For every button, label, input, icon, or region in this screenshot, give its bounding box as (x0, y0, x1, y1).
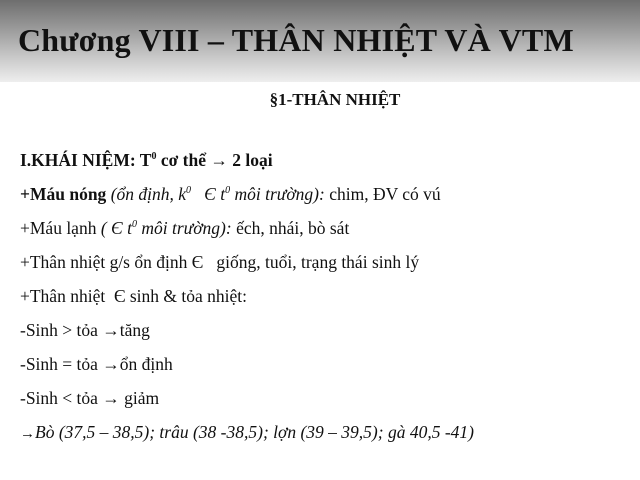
warm-italic-2: Є t (191, 184, 226, 204)
body-line-4: -Sinh = tỏa →ổn định (20, 354, 173, 374)
concept-line (20, 150, 273, 171)
cold-italic-2: môi trường): (136, 218, 232, 238)
warm-rest: chim, ĐV có vú (324, 184, 441, 204)
slide-title: Chương VIII – THÂN NHIỆT VÀ VTM (18, 22, 574, 58)
examples-line (20, 422, 474, 443)
concept-label: I.KHÁI NIỆM: T (20, 150, 152, 170)
cold-sup-1: 0 (131, 219, 137, 230)
section-heading: §1-THÂN NHIỆT (269, 90, 401, 109)
cold-blood-line (20, 218, 349, 239)
warm-sup-2: 0 (225, 185, 231, 196)
warm-blood-line (20, 184, 441, 205)
concept-rest: cơ thể → 2 loại (156, 150, 273, 170)
body-line-1: +Thân nhiệt g/s ổn định Є giống, tuổi, trạng thái sinh lý (20, 252, 420, 272)
warm-italic-3: môi trường): (230, 184, 325, 204)
cold-italic-1: ( Є t (96, 218, 132, 238)
cold-label: +Máu lạnh (20, 218, 97, 238)
body-line-5: -Sinh < tỏa → giảm (20, 388, 160, 408)
arrow-right-icon: → (20, 426, 35, 442)
warm-italic-1: (ổn định, k (106, 184, 187, 204)
body-line-2: +Thân nhiệt Є sinh & tỏa nhiệt: (20, 286, 248, 306)
concept-sup: 0 (151, 151, 157, 162)
body-line-3: -Sinh > tỏa →tăng (20, 320, 150, 340)
warm-label: +Máu nóng (20, 184, 107, 204)
examples-text: Bò (37,5 – 38,5); trâu (38 -38,5); lợn (39 – 39,5); gà 40,5 -41) (35, 422, 474, 442)
warm-sup-1: 0 (186, 185, 192, 196)
cold-rest: ếch, nhái, bò sát (231, 218, 350, 238)
